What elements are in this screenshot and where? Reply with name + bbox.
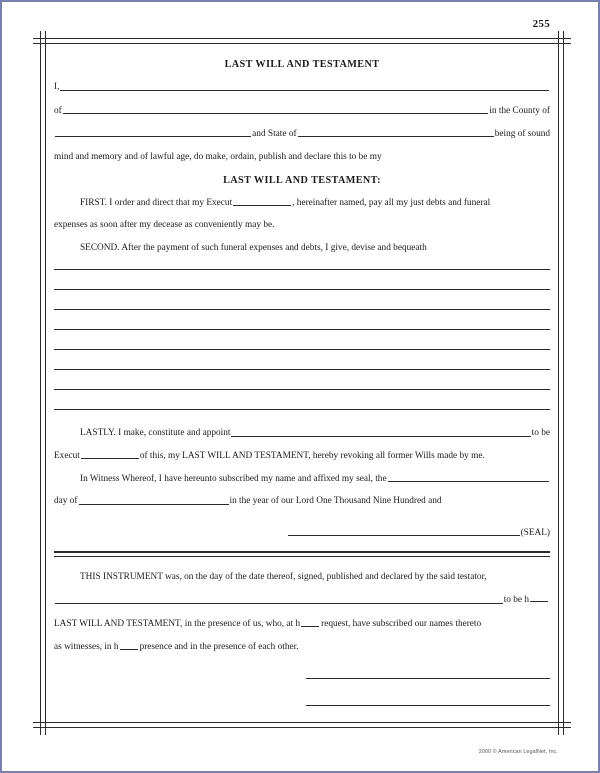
county-label: in the County of xyxy=(489,105,550,116)
executor-label: Execut xyxy=(54,450,80,461)
attestation-line-3-a: as witnesses, in h xyxy=(54,641,119,652)
to-be-h-blank[interactable] xyxy=(530,601,548,602)
day-of-label: day of xyxy=(54,496,78,507)
corner-tick-top-right-h2 xyxy=(555,43,571,44)
bequest-writing-lines xyxy=(54,269,550,410)
frame-left-outer-rule xyxy=(40,38,41,728)
bequest-line[interactable] xyxy=(54,309,550,310)
document-border-frame xyxy=(40,38,564,728)
county-state-row xyxy=(54,130,550,139)
year-of-lord-text: in the year of our Lord One Thousand Nine Hundred and xyxy=(229,496,442,507)
attestation-line-2-a: LAST WILL AND TESTAMENT, in the presence of us, who, at h xyxy=(54,618,301,629)
bequest-line[interactable] xyxy=(54,389,550,390)
bequest-line[interactable] xyxy=(54,409,550,410)
address-county-row xyxy=(54,107,550,116)
of-label: of xyxy=(54,105,62,116)
witness-signature-block xyxy=(54,678,550,706)
attestation-testator-field[interactable] xyxy=(55,603,503,604)
testator-name-row xyxy=(54,83,550,92)
seal-label: (SEAL) xyxy=(520,527,550,538)
witness-signature-field[interactable] xyxy=(306,678,550,679)
attestation-line-2 xyxy=(54,620,550,629)
page-number: 255 xyxy=(532,18,550,30)
corner-tick-top-right-v2 xyxy=(558,31,559,47)
executor-suffix-field[interactable] xyxy=(81,458,139,459)
frame-bottom-outer-rule xyxy=(40,727,564,728)
corner-tick-bottom-right-h2 xyxy=(555,722,571,723)
frame-top-outer-rule xyxy=(40,38,564,39)
seal-day-field[interactable] xyxy=(388,481,549,482)
corner-tick-top-right-v xyxy=(563,31,564,47)
corner-tick-bottom-left-h2 xyxy=(33,722,49,723)
attestation-line-3-b: presence and in the presence of each other. xyxy=(139,641,299,652)
copyright-footer: 2000 © American LegalNet, Inc. xyxy=(478,749,558,755)
corner-tick-top-left-v xyxy=(40,31,41,47)
state-label: and State of xyxy=(252,128,297,139)
witness-signature-field[interactable] xyxy=(306,705,550,706)
revoking-text: of this, my LAST WILL AND TESTAMENT, hereby revoking all former Wills made by me. xyxy=(139,450,485,461)
witness-whereof-text: In Witness Whereof, I have hereunto subscribed my name and affixed my seal, the xyxy=(80,474,387,485)
testator-signature-field[interactable] xyxy=(288,535,520,536)
sound-mind-text: mind and memory and of lawful age, do make, ordain, publish and declare this to be my xyxy=(54,152,382,163)
witness-whereof-row xyxy=(54,475,550,484)
frame-left-inner-rule xyxy=(45,38,46,728)
state-field[interactable] xyxy=(298,136,494,137)
lastly-clause-text-a: LASTLY. I make, constitute and appoint xyxy=(80,428,231,439)
corner-tick-bottom-left-h xyxy=(33,727,49,728)
lastly-clause-row xyxy=(54,429,550,438)
first-clause-continuation: expenses as soon after my decease as conveniently may be. xyxy=(54,219,275,230)
first-clause-text-b: , hereinafter named, pay all my just debts and funeral xyxy=(292,197,491,208)
sound-label: being of sound xyxy=(494,128,551,139)
document-content xyxy=(54,52,550,716)
executor-name-field[interactable] xyxy=(233,205,291,206)
frame-right-outer-rule xyxy=(563,38,564,728)
attestation-line-3 xyxy=(54,643,550,652)
bequest-line[interactable] xyxy=(54,269,550,270)
lastly-clause-text-b: to be xyxy=(531,428,550,439)
corner-tick-top-left-h2 xyxy=(33,43,49,44)
section-separator-rule xyxy=(54,551,550,557)
testator-name-field[interactable] xyxy=(60,90,549,91)
i-label: I, xyxy=(54,82,60,93)
appointed-executor-field[interactable] xyxy=(231,436,530,437)
first-clause-row xyxy=(54,199,550,208)
bequest-line[interactable] xyxy=(54,369,550,370)
first-clause-text-a: FIRST. I order and direct that my Execut xyxy=(80,197,233,208)
document-title: LAST WILL AND TESTAMENT xyxy=(224,59,380,70)
address-field[interactable] xyxy=(63,113,489,114)
executor-of-this-row xyxy=(54,452,550,461)
county-field[interactable] xyxy=(55,136,251,137)
frame-right-inner-rule xyxy=(558,38,559,728)
document-subtitle: LAST WILL AND TESTAMENT: xyxy=(223,175,381,187)
corner-tick-top-left-v2 xyxy=(45,31,46,47)
bequest-line[interactable] xyxy=(54,349,550,350)
second-clause-text: SECOND. After the payment of such funeral expenses and debts, I give, devise and bequeath xyxy=(80,243,427,254)
corner-tick-bottom-right-h xyxy=(555,727,571,728)
day-of-year-row xyxy=(54,497,550,506)
bequest-line[interactable] xyxy=(54,329,550,330)
frame-bottom-inner-rule xyxy=(40,722,564,723)
corner-tick-top-right-h xyxy=(555,38,571,39)
in-h-blank[interactable] xyxy=(120,649,138,650)
attestation-line-1: THIS INSTRUMENT was, on the day of the date thereof, signed, published and declared by the said testator, xyxy=(80,571,487,582)
corner-tick-top-left-h xyxy=(33,38,49,39)
testator-signature-row xyxy=(54,529,550,538)
at-h-blank[interactable] xyxy=(301,626,319,627)
to-be-h-label: to be h xyxy=(503,595,529,606)
frame-top-inner-rule xyxy=(40,43,564,44)
bequest-line[interactable] xyxy=(54,289,550,290)
attestation-testator-row xyxy=(54,596,550,605)
attestation-line-2-b: request, have subscribed our names thereto xyxy=(321,618,482,629)
month-field[interactable] xyxy=(79,504,229,505)
